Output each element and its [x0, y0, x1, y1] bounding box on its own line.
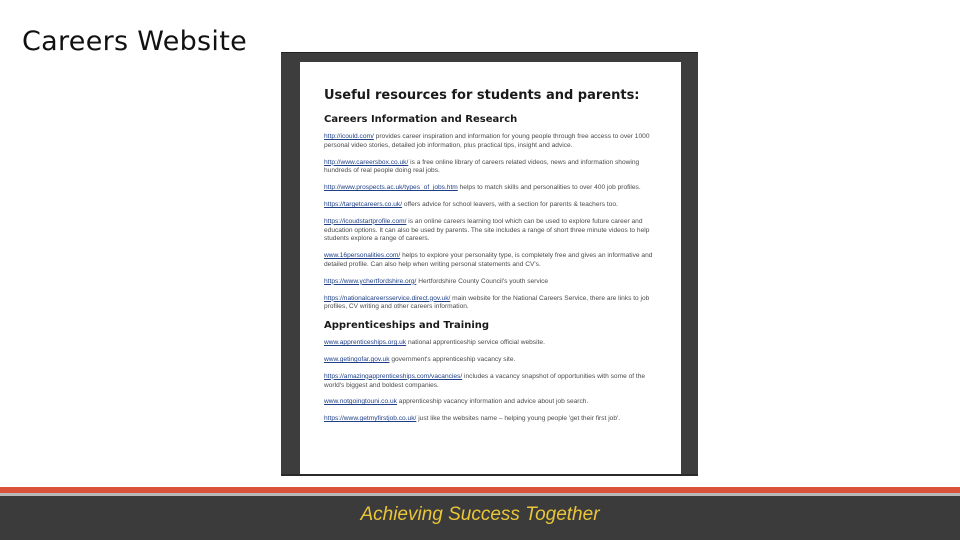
slide-title: Careers Website — [22, 26, 248, 57]
resource-entry — [324, 218, 664, 244]
resource-description: apprenticeship vacancy information and advice about job search. — [396, 398, 589, 406]
resource-description: Hertfordshire County Council's youth service — [416, 277, 549, 285]
footer-bar — [0, 496, 960, 540]
document-content — [324, 88, 664, 432]
resource-entry — [324, 184, 664, 193]
resource-entry — [324, 339, 664, 348]
resource-entry — [324, 278, 664, 287]
resource-description: includes a vacancy snapshot of opportunities with some of the world's biggest and boldest companies. — [324, 372, 646, 389]
resource-entry — [324, 295, 664, 313]
resource-description: national apprenticeship service official website. — [406, 339, 545, 347]
resource-description: just like the websites name – helping young people 'get their first job'. — [416, 415, 621, 423]
resource-entry — [324, 159, 664, 177]
resource-link[interactable]: http://icould.com/ — [324, 133, 374, 140]
document-page — [300, 62, 681, 474]
resource-entry — [324, 133, 664, 151]
resource-link[interactable]: https://www.getmyfirstjob.co.uk/ — [324, 415, 417, 423]
resource-entry — [324, 415, 664, 424]
resource-description: is a free online library of careers related videos, news and information showing hundreds of real people doing real jobs. — [324, 158, 640, 175]
resource-entry — [324, 201, 664, 210]
document-frame — [281, 52, 698, 476]
resource-description: main website for the National Careers Service, there are links to job profiles, CV writing and other careers information. — [324, 294, 650, 311]
resource-link[interactable]: https://amazingapprenticeships.com/vacancies/ — [324, 372, 463, 380]
resource-link[interactable]: www.notgoingtouni.co.uk — [324, 398, 397, 406]
resource-link[interactable]: https://icoudstartprofile.com/ — [324, 217, 407, 225]
section-heading-apprenticeships: Apprenticeships and Training — [324, 320, 490, 332]
resource-link[interactable]: www.getingofar.gov.uk — [324, 355, 390, 363]
resource-entry — [324, 252, 664, 270]
resource-description: provides career inspiration and information for young people through free access to over 1000 personal video stories, detailed job information, plus practical tips, insight and advice. — [324, 133, 650, 149]
resource-link[interactable]: www.apprenticeships.org.uk — [324, 339, 407, 347]
resource-link[interactable]: www.16personalities.com/ — [324, 252, 401, 260]
resource-description: offers advice for school leavers, with a section for parents & teachers too. — [402, 200, 618, 208]
resource-description: helps to explore your personality type, is completely free and gives an informative and detailed profile. Can also help when writing personal statements and CV's. — [324, 252, 653, 268]
resource-link[interactable]: http://www.careersbox.co.uk/ — [324, 158, 409, 166]
resource-description: government's apprenticeship vacancy site. — [389, 355, 516, 363]
resource-entry — [324, 356, 664, 365]
footer-slogan: Achieving Success Together — [360, 504, 600, 525]
resource-link[interactable]: https://targetcareers.co.uk/ — [324, 200, 403, 208]
resource-description: is an online careers learning tool which can be used to explore future career and education options. It can also be used by parents. The site includes a range of short three minute videos to help students explore a range of careers. — [324, 217, 650, 243]
resource-entry — [324, 373, 664, 391]
section-heading-careers: Careers Information and Research — [324, 114, 518, 125]
resource-link[interactable]: https://nationalcareersservice.direct.gov.uk/ — [324, 294, 451, 302]
resource-entry — [324, 398, 664, 407]
resource-link[interactable]: https://www.ychertfordshire.org/ — [324, 277, 417, 285]
resource-link[interactable]: http://www.prospects.ac.uk/types_of_jobs.htm — [324, 184, 458, 192]
document-heading: Useful resources for students and parents: — [324, 88, 640, 103]
resource-description: helps to match skills and personalities to over 400 job profiles. — [457, 184, 641, 192]
